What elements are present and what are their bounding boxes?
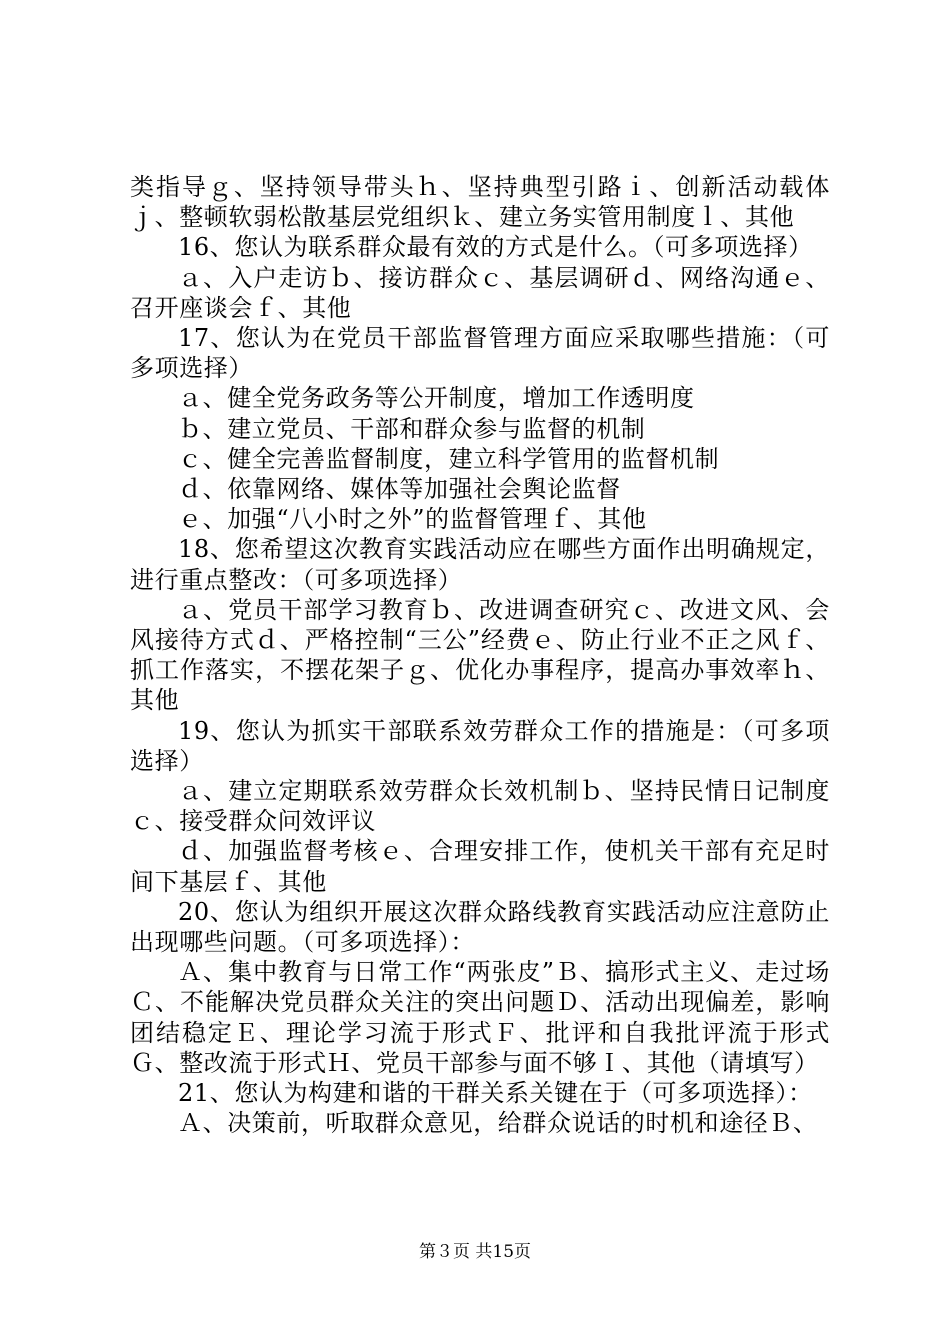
question-20: 20、您认为组织开展这次群众路线教育实践活动应注意防止出现哪些问题。（可多项选择）： [130,897,830,957]
question-18: 18、您希望这次教育实践活动应在哪些方面作出明确规定，进行重点整改：（可多项选择） [130,535,830,594]
paragraph-continuation: 类指导ｇ、坚持领导带头ｈ、坚持典型引路ｉ、创新活动载体ｊ、整顿软弱松散基层党组织ｋ、建立务实管用制度ｌ、其他 [130,173,830,232]
document-body [130,172,830,1139]
question-16: 16、您认为联系群众最有效的方式是什么。（可多项选择） [178,233,813,262]
question-17: 17、您认为在党员干部监督管理方面应采取哪些措施：（可多项选择） [130,324,830,383]
question-17-option-d: ｄ、依靠网络、媒体等加强社会舆论监督 [178,475,621,504]
question-19-options-2: ｄ、加强监督考核ｅ、合理安排工作，使机关干部有充足时间下基层ｆ、其他 [130,837,830,896]
question-17-option-c: ｃ、健全完善监督制度，建立科学管用的监督机制 [178,444,720,473]
question-20-options: Ａ、集中教育与日常工作“两张皮”Ｂ、搞形式主义、走过场Ｃ、不能解决党员群众关注的突出问题Ｄ、活动出现偏差，影响团结稳定Ｅ、理论学习流于形式Ｆ、批评和自我批评流于形式Ｇ、整改流于形式Ｈ、党员干部参与面不够Ｉ、其他（请填写） [130,958,830,1077]
question-21: 21、您认为构建和谐的干群关系关键在于（可多项选择）： [178,1079,813,1108]
question-21-options: Ａ、决策前，听取群众意见，给群众说话的时机和途径Ｂ、 [178,1109,818,1138]
question-18-options: ａ、党员干部学习教育ｂ、改进调查研究ｃ、改进文风、会风接待方式ｄ、严格控制“三公”经费ｅ、防止行业不正之风ｆ、抓工作落实，不摆花架子ｇ、优化办事程序，提高办事效率ｈ、其他 [130,595,830,715]
question-16-options: ａ、入户走访ｂ、接访群众ｃ、基层调研ｄ、网络沟通ｅ、召开座谈会ｆ、其他 [130,263,830,322]
question-17-option-e: ｅ、加强“八小时之外”的监督管理ｆ、其他 [178,505,647,534]
question-17-option-a: ａ、健全党务政务等公开制度，增加工作透明度 [178,384,695,413]
question-19: 19、您认为抓实干部联系效劳群众工作的措施是：（可多项选择） [130,716,830,775]
question-19-options-1: ａ、建立定期联系效劳群众长效机制ｂ、坚持民情日记制度ｃ、接受群众问效评议 [130,777,830,836]
question-17-option-b: ｂ、建立党员、干部和群众参与监督的机制 [178,414,646,443]
page-footer: 第３页 共15页 [418,1242,532,1262]
